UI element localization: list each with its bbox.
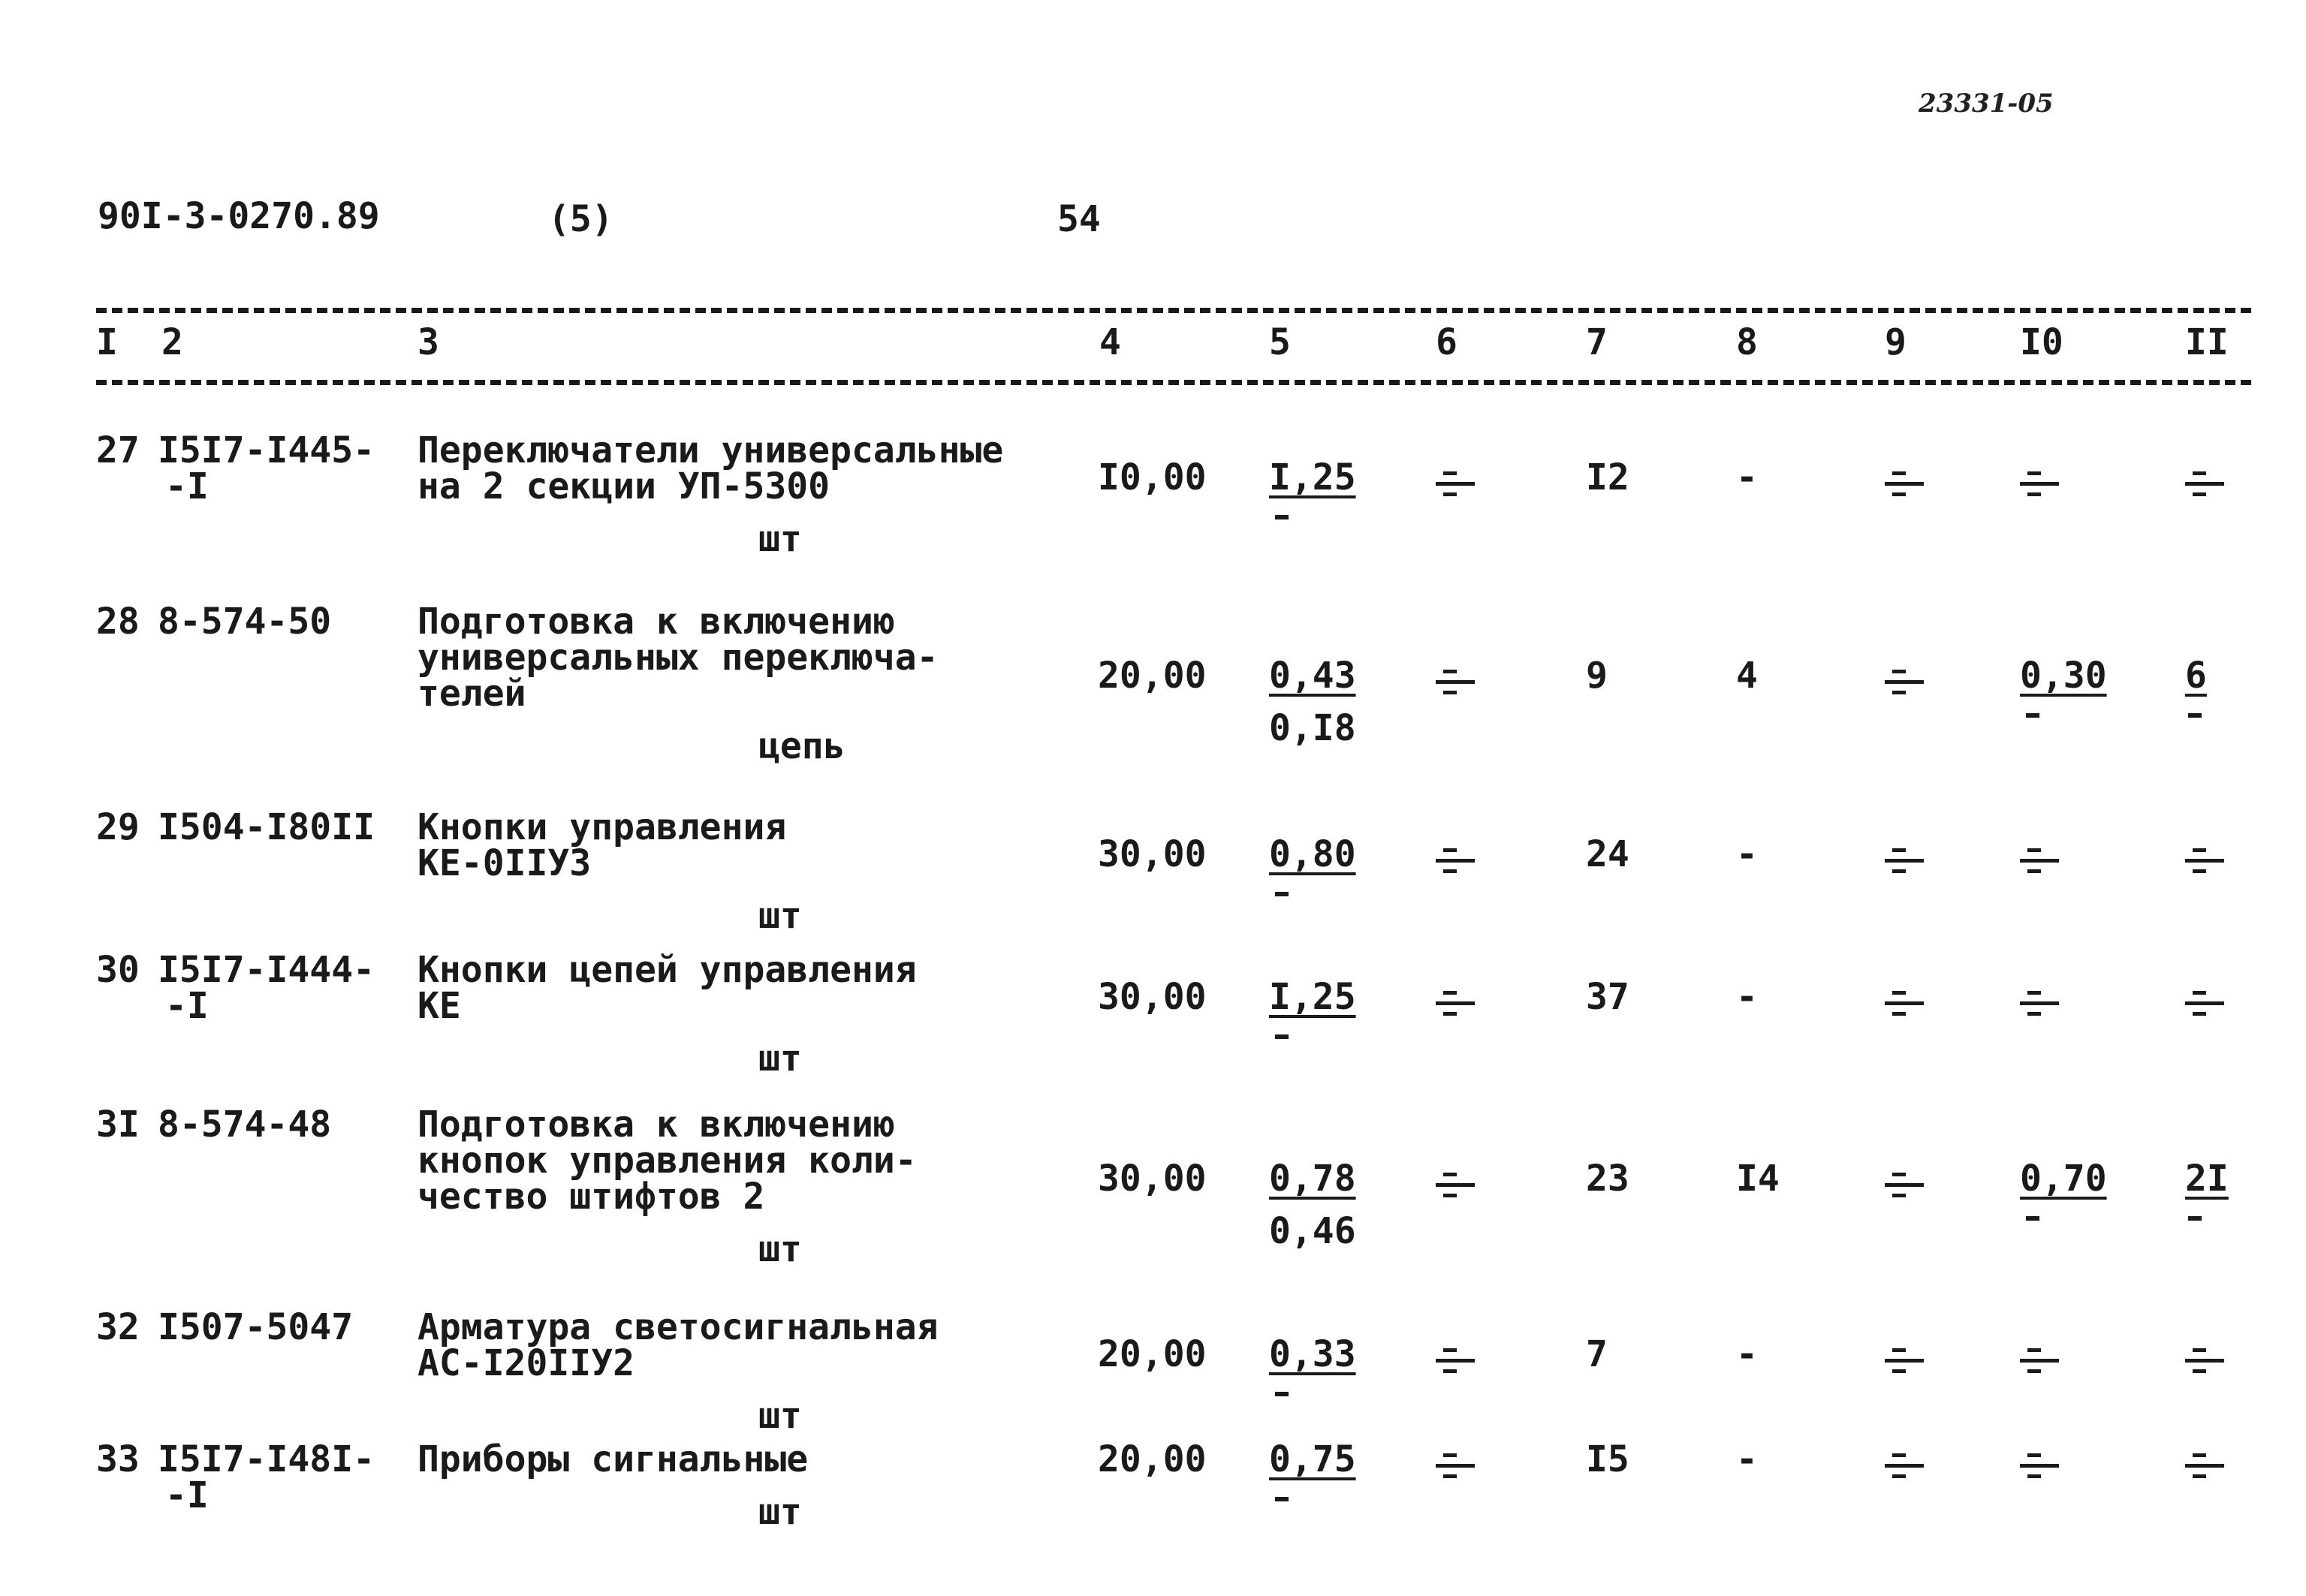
- row-29-col5-dash: [1275, 892, 1289, 896]
- column-header-4: 4: [1099, 321, 1121, 363]
- row-33-col5-dash: [1275, 1497, 1289, 1501]
- row-30-code-cont: -I: [165, 985, 209, 1027]
- row-28-col10: 0,30: [2020, 655, 2107, 697]
- row-32-description-line-2: АС-I20IIУ2: [417, 1342, 635, 1384]
- page-number: 54: [1057, 198, 1101, 240]
- column-header-5: 5: [1269, 321, 1291, 363]
- row-29-col11-eq: [2185, 844, 2227, 877]
- row-27-col9-eq: [1885, 467, 1927, 500]
- row-32-number: 32: [96, 1306, 140, 1348]
- column-header-8: 8: [1736, 321, 1758, 363]
- row-33-col9-eq: [1885, 1449, 1927, 1482]
- row-3I-col11-dash: [2188, 1216, 2202, 1221]
- row-30-col9-eq: [1885, 986, 1927, 1019]
- row-3I-col8: I4: [1736, 1158, 1780, 1200]
- row-33-col5: 0,75: [1269, 1438, 1356, 1480]
- row-29-col8: -: [1736, 833, 1758, 875]
- row-3I-col5-sub: 0,46: [1269, 1210, 1356, 1252]
- column-header-7: 7: [1586, 321, 1608, 363]
- row-28-col6-eq: [1436, 665, 1478, 698]
- row-27-col5: I,25: [1269, 456, 1356, 498]
- row-29-col6-eq: [1436, 844, 1478, 877]
- row-30-unit: шт: [758, 1037, 802, 1080]
- row-32-col5: 0,33: [1269, 1333, 1356, 1375]
- column-header-2: 2: [161, 321, 183, 363]
- row-29-description-line-1: Кнопки управления: [417, 806, 787, 848]
- row-27-description-line-2: на 2 секции УП-5300: [417, 465, 830, 507]
- row-28-col5: 0,43: [1269, 655, 1356, 697]
- row-33-code-cont: -I: [165, 1474, 209, 1516]
- document-part: (5): [548, 198, 613, 240]
- row-32-col7: 7: [1586, 1333, 1608, 1375]
- row-3I-code: 8-574-48: [158, 1104, 332, 1146]
- row-30-description-line-2: КЕ: [417, 985, 461, 1027]
- row-3I-col7: 23: [1586, 1158, 1629, 1200]
- row-32-col10-eq: [2020, 1344, 2062, 1377]
- row-33-col7: I5: [1586, 1438, 1629, 1480]
- row-33-number: 33: [96, 1438, 140, 1480]
- row-33-col11-eq: [2185, 1449, 2227, 1482]
- column-header-1: I: [96, 321, 118, 363]
- row-29-col5: 0,80: [1269, 833, 1356, 875]
- row-28-col4: 20,00: [1098, 655, 1207, 697]
- row-3I-col11: 2I: [2185, 1158, 2229, 1200]
- row-33-description-line-1: Приборы сигнальные: [417, 1438, 809, 1480]
- row-3I-description-line-1: Подготовка к включению: [417, 1104, 895, 1146]
- row-27-col8: -: [1736, 456, 1758, 498]
- column-header-3: 3: [417, 321, 439, 363]
- row-32-unit: шт: [758, 1395, 802, 1437]
- row-3I-description-line-3: чество штифтов 2: [417, 1176, 765, 1218]
- row-33-unit: шт: [758, 1491, 802, 1533]
- column-header-11: II: [2185, 321, 2229, 363]
- row-29-unit: шт: [758, 895, 802, 937]
- row-30-number: 30: [96, 949, 140, 991]
- row-29-code: I504-I80II: [158, 806, 375, 848]
- row-32-col8: -: [1736, 1333, 1758, 1375]
- row-28-col8: 4: [1736, 655, 1758, 697]
- row-33-code: I5I7-I48I-: [158, 1438, 375, 1480]
- row-28-description-line-2: универсальных переключа-: [417, 637, 939, 679]
- row-28-col11-dash: [2188, 713, 2202, 718]
- row-33-col10-eq: [2020, 1449, 2062, 1482]
- row-3I-col5: 0,78: [1269, 1158, 1356, 1200]
- row-32-col5-dash: [1275, 1392, 1289, 1396]
- header-top-rule: [96, 308, 2251, 313]
- row-30-col8: -: [1736, 976, 1758, 1018]
- row-28-col5-sub: 0,I8: [1269, 707, 1356, 749]
- row-3I-unit: шт: [758, 1228, 802, 1270]
- row-33-col8: -: [1736, 1438, 1758, 1480]
- document-code: 90I-3-0270.89: [98, 195, 380, 237]
- row-32-col4: 20,00: [1098, 1333, 1207, 1375]
- row-27-description-line-1: Переключатели универсальные: [417, 429, 1004, 471]
- row-3I-description-line-2: кнопок управления коли-: [417, 1140, 917, 1182]
- column-header-10: I0: [2020, 321, 2063, 363]
- row-28-description-line-3: телей: [417, 673, 526, 715]
- row-3I-col4: 30,00: [1098, 1158, 1207, 1200]
- row-30-col7: 37: [1586, 976, 1629, 1018]
- column-header-9: 9: [1885, 321, 1907, 363]
- row-28-number: 28: [96, 601, 140, 643]
- row-28-description-line-1: Подготовка к включению: [417, 601, 895, 643]
- row-29-number: 29: [96, 806, 140, 848]
- row-28-col9-eq: [1885, 665, 1927, 698]
- row-30-col10-eq: [2020, 986, 2062, 1019]
- archive-stamp: 23331-05: [1919, 89, 2054, 119]
- row-30-col6-eq: [1436, 986, 1478, 1019]
- row-3I-col9-eq: [1885, 1168, 1927, 1201]
- row-27-col4: I0,00: [1098, 456, 1207, 498]
- row-30-col11-eq: [2185, 986, 2227, 1019]
- row-30-description-line-1: Кнопки цепей управления: [417, 949, 917, 991]
- row-27-col6-eq: [1436, 467, 1478, 500]
- row-28-unit: цепь: [758, 725, 846, 767]
- row-3I-col6-eq: [1436, 1168, 1478, 1201]
- row-29-col9-eq: [1885, 844, 1927, 877]
- row-27-col11-eq: [2185, 467, 2227, 500]
- row-27-col7: I2: [1586, 456, 1629, 498]
- row-28-col7: 9: [1586, 655, 1608, 697]
- column-header-6: 6: [1436, 321, 1457, 363]
- row-28-code: 8-574-50: [158, 601, 332, 643]
- row-3I-col10: 0,70: [2020, 1158, 2107, 1200]
- row-28-col10-dash: [2026, 713, 2039, 718]
- row-3I-number: 3I: [96, 1104, 140, 1146]
- row-30-col5: I,25: [1269, 976, 1356, 1018]
- row-29-col10-eq: [2020, 844, 2062, 877]
- header-bottom-rule: [96, 380, 2251, 385]
- row-27-col10-eq: [2020, 467, 2062, 500]
- row-33-col6-eq: [1436, 1449, 1478, 1482]
- row-30-col5-dash: [1275, 1034, 1289, 1039]
- row-29-col7: 24: [1586, 833, 1629, 875]
- row-32-col9-eq: [1885, 1344, 1927, 1377]
- row-33-col4: 20,00: [1098, 1438, 1207, 1480]
- row-30-col4: 30,00: [1098, 976, 1207, 1018]
- row-32-code: I507-5047: [158, 1306, 354, 1348]
- row-29-description-line-2: КЕ-0IIУЗ: [417, 842, 592, 884]
- row-27-code-cont: -I: [165, 465, 209, 507]
- row-27-unit: шт: [758, 518, 802, 560]
- row-27-code: I5I7-I445-: [158, 429, 375, 471]
- row-32-description-line-1: Арматура светосигнальная: [417, 1306, 939, 1348]
- row-29-col4: 30,00: [1098, 833, 1207, 875]
- row-27-number: 27: [96, 429, 140, 471]
- row-32-col11-eq: [2185, 1344, 2227, 1377]
- row-27-col5-dash: [1275, 515, 1289, 519]
- row-28-col11: 6: [2185, 655, 2207, 697]
- row-30-code: I5I7-I444-: [158, 949, 375, 991]
- row-32-col6-eq: [1436, 1344, 1478, 1377]
- row-3I-col10-dash: [2026, 1216, 2039, 1221]
